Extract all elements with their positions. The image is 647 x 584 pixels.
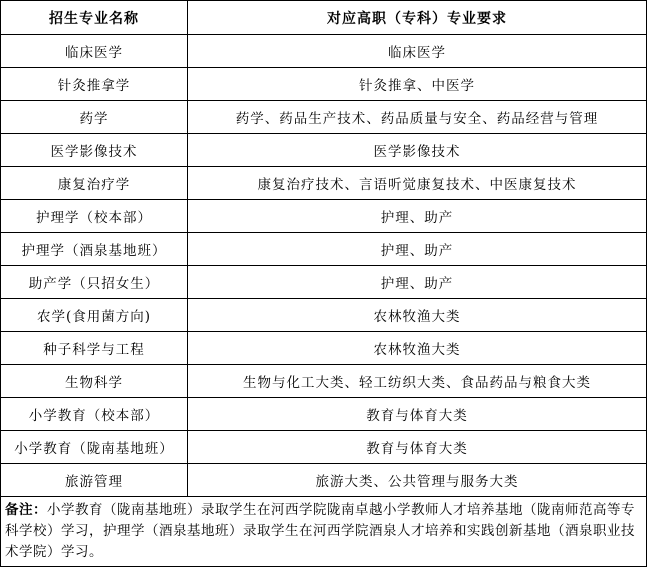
major-name-cell: 医学影像技术 (1, 134, 188, 167)
required-major-cell: 护理、助产 (188, 200, 647, 233)
header-major-name: 招生专业名称 (1, 1, 188, 35)
major-name-cell: 护理学（酒泉基地班） (1, 233, 188, 266)
table-row (1, 35, 647, 68)
required-major-cell: 康复治疗技术、言语听觉康复技术、中医康复技术 (188, 167, 647, 200)
table-row (1, 332, 647, 365)
required-major-cell: 农林牧渔大类 (188, 332, 647, 365)
table-row (1, 299, 647, 332)
required-major-cell: 医学影像技术 (188, 134, 647, 167)
major-name-cell: 农学(食用菌方向) (1, 299, 188, 332)
header-required-major: 对应高职（专科）专业要求 (188, 1, 647, 35)
required-major-cell: 护理、助产 (188, 266, 647, 299)
table-row (1, 464, 647, 497)
table-row (1, 101, 647, 134)
note-text: 小学教育（陇南基地班）录取学生在河西学院陇南卓越小学教师人才培养基地（陇南师范高等专科学校）学习，护理学（酒泉基地班）录取学生在河西学院酒泉人才培养和实践创新基地（酒泉职业技术学院）学习。 (5, 502, 635, 560)
required-major-cell: 旅游大类、公共管理与服务大类 (188, 464, 647, 497)
major-name-cell: 小学教育（陇南基地班） (1, 431, 188, 464)
table-row (1, 266, 647, 299)
table-row (1, 398, 647, 431)
table-row (1, 200, 647, 233)
note-label: 备注： (5, 502, 47, 518)
required-major-cell: 护理、助产 (188, 233, 647, 266)
required-major-cell: 教育与体育大类 (188, 398, 647, 431)
required-major-cell: 药学、药品生产技术、药品质量与安全、药品经营与管理 (188, 101, 647, 134)
table-row (1, 68, 647, 101)
major-name-cell: 针灸推拿学 (1, 68, 188, 101)
major-name-cell: 药学 (1, 101, 188, 134)
major-name-cell: 康复治疗学 (1, 167, 188, 200)
table-row (1, 134, 647, 167)
major-name-cell: 生物科学 (1, 365, 188, 398)
major-name-cell: 旅游管理 (1, 464, 188, 497)
required-major-cell: 农林牧渔大类 (188, 299, 647, 332)
note-row (1, 497, 647, 567)
table-row (1, 431, 647, 464)
required-major-cell: 临床医学 (188, 35, 647, 68)
table-row (1, 365, 647, 398)
table-body (1, 35, 647, 497)
required-major-cell: 生物与化工大类、轻工纺织大类、食品药品与粮食大类 (188, 365, 647, 398)
table-row (1, 233, 647, 266)
major-name-cell: 临床医学 (1, 35, 188, 68)
table-row (1, 167, 647, 200)
major-name-cell: 助产学（只招女生） (1, 266, 188, 299)
required-major-cell: 针灸推拿、中医学 (188, 68, 647, 101)
note-cell (1, 497, 647, 567)
required-major-cell: 教育与体育大类 (188, 431, 647, 464)
major-name-cell: 种子科学与工程 (1, 332, 188, 365)
major-name-cell: 护理学（校本部） (1, 200, 188, 233)
table-header-row (1, 1, 647, 35)
major-name-cell: 小学教育（校本部） (1, 398, 188, 431)
